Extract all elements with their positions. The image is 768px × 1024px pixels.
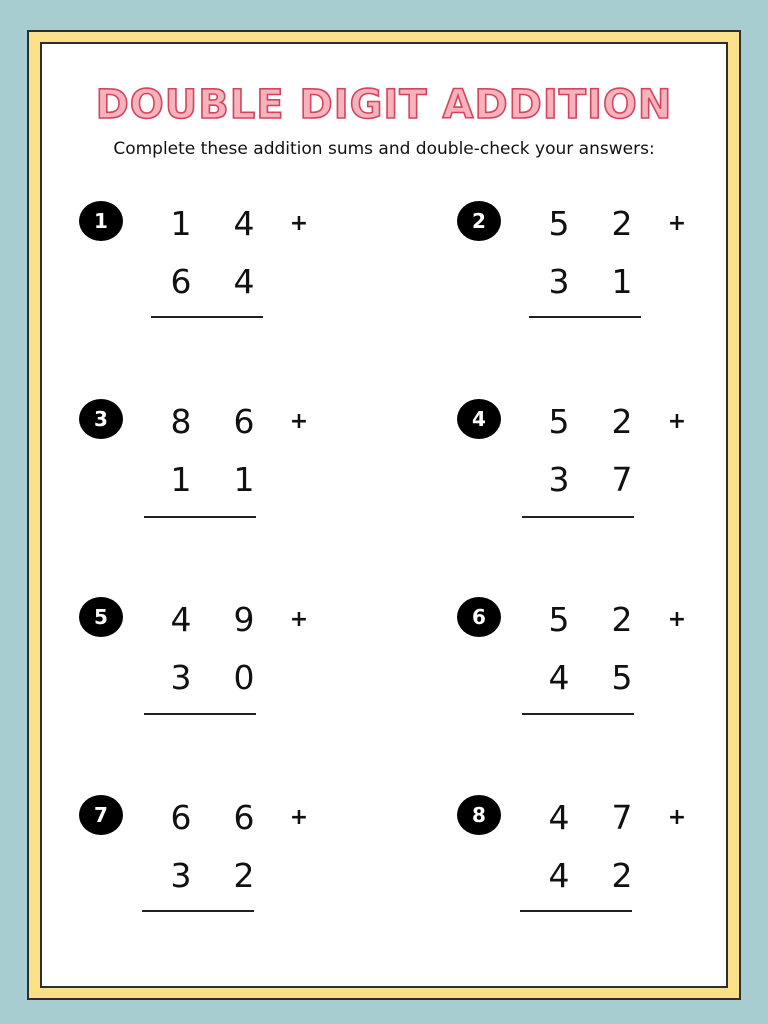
answer-line xyxy=(522,713,634,715)
problem-3 xyxy=(79,399,379,539)
answer-line xyxy=(522,516,634,518)
problem-number-badge: 5 xyxy=(79,597,123,637)
plus-sign: + xyxy=(667,607,687,632)
problem-8 xyxy=(457,795,757,935)
top-ones-digit: 4 xyxy=(233,204,255,243)
worksheet-instructions: Complete these addition sums and double-check your answers: xyxy=(113,139,655,159)
bottom-ones-digit: 2 xyxy=(233,856,255,895)
problem-number-badge: 2 xyxy=(457,201,501,241)
worksheet-title: DOUBLE DIGIT ADDITION xyxy=(95,82,673,128)
bottom-ones-digit: 1 xyxy=(233,460,255,499)
bottom-ones-digit: 0 xyxy=(233,658,255,697)
answer-line xyxy=(142,910,254,912)
top-ones-digit: 7 xyxy=(611,798,633,837)
problem-number-badge: 6 xyxy=(457,597,501,637)
worksheet-sheet xyxy=(40,42,728,988)
bottom-tens-digit: 1 xyxy=(170,460,192,499)
plus-sign: + xyxy=(667,409,687,434)
problem-number-badge: 8 xyxy=(457,795,501,835)
top-tens-digit: 1 xyxy=(170,204,192,243)
bottom-tens-digit: 3 xyxy=(548,460,570,499)
plus-sign: + xyxy=(289,211,309,236)
bottom-tens-digit: 4 xyxy=(548,856,570,895)
top-ones-digit: 6 xyxy=(233,798,255,837)
top-ones-digit: 2 xyxy=(611,204,633,243)
top-ones-digit: 9 xyxy=(233,600,255,639)
problem-6 xyxy=(457,597,757,737)
plus-sign: + xyxy=(667,805,687,830)
top-tens-digit: 8 xyxy=(170,402,192,441)
problem-number-badge: 1 xyxy=(79,201,123,241)
problem-number-badge: 4 xyxy=(457,399,501,439)
answer-line xyxy=(151,316,263,318)
answer-line xyxy=(144,516,256,518)
top-ones-digit: 2 xyxy=(611,600,633,639)
plus-sign: + xyxy=(289,409,309,434)
bottom-tens-digit: 4 xyxy=(548,658,570,697)
top-tens-digit: 5 xyxy=(548,402,570,441)
top-tens-digit: 4 xyxy=(170,600,192,639)
plus-sign: + xyxy=(289,607,309,632)
bottom-ones-digit: 4 xyxy=(233,262,255,301)
problem-number-badge: 7 xyxy=(79,795,123,835)
top-ones-digit: 2 xyxy=(611,402,633,441)
answer-line xyxy=(529,316,641,318)
top-ones-digit: 6 xyxy=(233,402,255,441)
top-tens-digit: 6 xyxy=(170,798,192,837)
plus-sign: + xyxy=(667,211,687,236)
bottom-ones-digit: 1 xyxy=(611,262,633,301)
problem-4 xyxy=(457,399,757,539)
problem-1 xyxy=(79,201,379,341)
problem-7 xyxy=(79,795,379,935)
bottom-tens-digit: 3 xyxy=(170,658,192,697)
answer-line xyxy=(520,910,632,912)
answer-line xyxy=(144,713,256,715)
problem-number-badge: 3 xyxy=(79,399,123,439)
bottom-ones-digit: 7 xyxy=(611,460,633,499)
worksheet-frame xyxy=(27,30,741,1000)
top-tens-digit: 5 xyxy=(548,204,570,243)
top-tens-digit: 5 xyxy=(548,600,570,639)
bottom-tens-digit: 3 xyxy=(170,856,192,895)
bottom-tens-digit: 3 xyxy=(548,262,570,301)
bottom-ones-digit: 2 xyxy=(611,856,633,895)
problem-2 xyxy=(457,201,757,341)
bottom-ones-digit: 5 xyxy=(611,658,633,697)
bottom-tens-digit: 6 xyxy=(170,262,192,301)
top-tens-digit: 4 xyxy=(548,798,570,837)
problem-5 xyxy=(79,597,379,737)
plus-sign: + xyxy=(289,805,309,830)
